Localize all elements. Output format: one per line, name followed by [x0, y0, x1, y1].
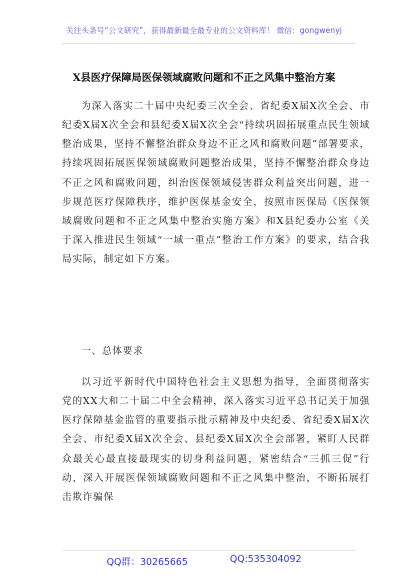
footer: [0, 554, 408, 574]
promo-header-text: 关注头条号“公文研究”，获得最新最全最专业的公文资料库！ 微信：gongwenyj: [66, 25, 342, 35]
document-title: X县医疗保障局医保领域腐败问题和不正之风集中整治方案: [72, 72, 336, 84]
footer-qq-group: QQ群：30265665: [106, 557, 188, 568]
body-paragraph-1: 为深入落实二十届中央纪委三次全会、省纪委X届X次全会、市纪委X届X次全会和县纪委X届X次全会“持续巩固拓展重点民生领域整治成果，坚持不懈整治群众身边不正之风和腐败问题”部署要求，持续巩固拓展医保领域腐败问题整治成果，坚持不懈整治群众身边不正之风和腐败问题，纠治医保领域侵害群众利益突出问题，进一步规范医疗保障秩序，维护医保基金安全，按照市医保局《医保领域腐败问题和不正之风集中整治实施方案》和X县纪委办公室《关于深入推进民生领域“一域一重点”整治工作方案》的要求，结合我局实际，制定如下方案。: [62, 101, 370, 266]
footer-divider: [62, 550, 356, 551]
section-heading: 一、总体要求: [81, 346, 144, 357]
footer-qq: QQ:535304092: [229, 554, 302, 565]
header-divider: [62, 43, 356, 44]
promo-header: [0, 0, 408, 60]
body-paragraph-2: 以习近平新时代中国特色社会主义思想为指导，全面贯彻落实党的XX大和二十届二中全会精神，深入落实习近平总书记关于加强医疗保障基金监管的重要指示批示精神及中央纪委、省纪委X届X次全会、市纪委X届X次全会、县纪委X届X次全会部署，紧盯人民群众最关心最直接最现实的切身利益问题，紧密结合“三抓三促”行动，深入开展医保领域腐败问题和不正之风集中整治，不断拓展打击欺诈骗保: [62, 377, 370, 503]
